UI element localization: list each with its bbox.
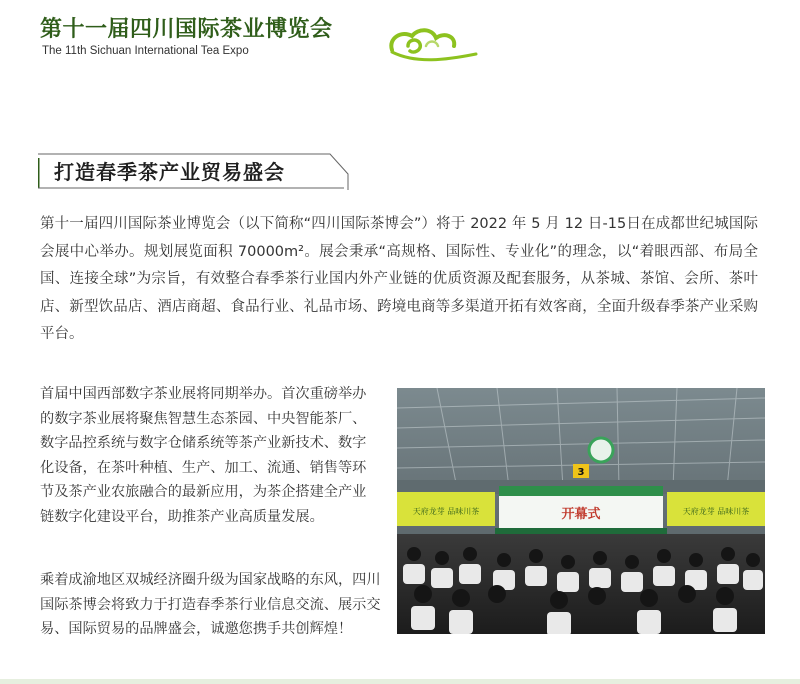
stage-banner-text: 开幕式 (561, 507, 601, 522)
hall-number: 3 (577, 467, 585, 478)
section-title: 打造春季茶产业贸易盛会 (54, 160, 285, 184)
expo-title-en: The 11th Sichuan International Tea Expo (42, 45, 249, 57)
digital-tea-paragraph: 首届中国西部数字茶业展将同期举办。首次重磅举办的数字茶业展将聚焦智慧生态茶园、中央智能茶厂、数字品控系统与数字仓储系统等茶产业新技术、数字化设备，在茶叶种植、生产、加工、流通、销售等环节及茶产业农旅融合的最新应用，为茶企搭建全产业链数字化建设平台，助推茶产业高质量发展。 (40, 386, 367, 525)
bottom-rule (0, 679, 800, 684)
intro-paragraph: 第十一届四川国际茶业博览会（以下简称“四川国际茶博会”）将于 2022 年 5 月 12 日-15日在成都世纪城国际会展中心举办。规划展览面积 70000m²。展会秉承“高规格、国际性、专业化”的理念，以“着眼西部、布局全国、连接全球”为宗旨，有效整合春季茶行业国内外产业链的优质资源及配套服务，从茶城、茶馆、会所、茶叶店、新型饮品店、酒店商超、食品行业、礼品市场、跨境电商等多渠道开拓有效客商，全面升级春季茶产业采购平台。 (40, 216, 758, 342)
left-banner-text: 天府龙芽 品味川茶 (412, 507, 480, 516)
closing-paragraph: 乘着成渝地区双城经济圈升级为国家战略的东风，四川国际茶博会将致力于打造春季茶行业信息交流、展示交易、国际贸易的品牌盛会，诚邀您携手共创辉煌！ (40, 572, 381, 637)
header (40, 12, 460, 64)
cloud-swirl-logo-icon (386, 24, 478, 64)
section-heading (38, 150, 350, 192)
opening-ceremony-photo (397, 388, 765, 634)
expo-title-cn: 第十一届四川国际茶业博览会 (40, 17, 333, 42)
right-banner-text: 天府龙芽 品味川茶 (682, 507, 750, 516)
hall-scene (397, 388, 765, 634)
